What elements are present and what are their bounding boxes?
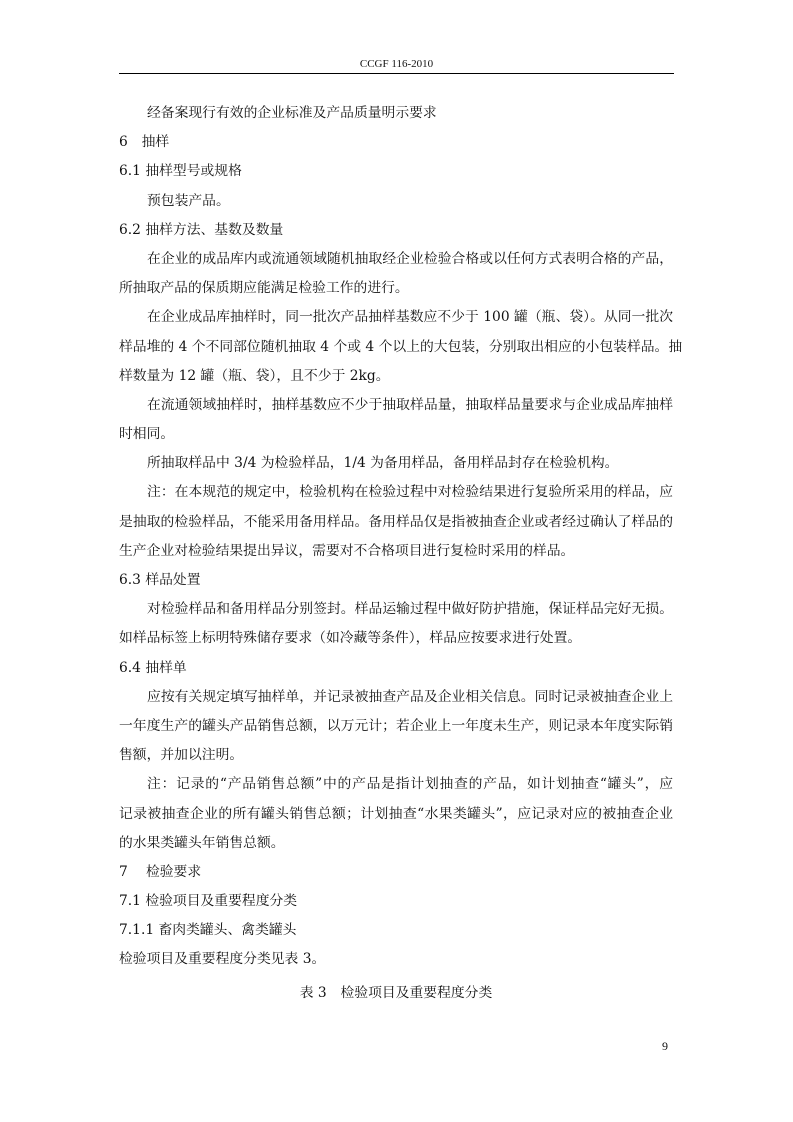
text-line: 所抽取样品中 3/4 为检验样品，1/4 为备用样品，备用样品封存在检验机构。 xyxy=(147,455,619,472)
text-line: 预包装产品。 xyxy=(147,192,230,209)
text-line: 在企业成品库抽样时，同一批次产品抽样基数应不少于 100 罐（瓶、袋）。从同一批次 xyxy=(147,309,673,326)
text-line: 售额，并加以注明。 xyxy=(119,747,244,764)
text-line: 时相同。 xyxy=(119,426,175,443)
text-line: 经备案现行有效的企业标准及产品质量明示要求 xyxy=(147,105,437,121)
text-line: 6.1 抽样型号或规格 xyxy=(119,163,242,180)
text-line: 应按有关规定填写抽样单，并记录被抽查产品及企业相关信息。同时记录被抽查企业上 xyxy=(147,688,673,705)
text-line: 6.3 样品处置 xyxy=(119,572,201,588)
text-line: 注：在本规范的规定中，检验机构在检验过程中对检验结果进行复验所采用的样品，应 xyxy=(147,484,673,501)
text-line: 6.4 抽样单 xyxy=(119,659,187,676)
text-line: 的水果类罐头年销售总额。 xyxy=(119,834,285,851)
text-line: 7 检验要求 xyxy=(119,863,202,880)
text-line: 注：记录的“产品销售总额”中的产品是指计划抽查的产品，如计划抽查“罐头”，应 xyxy=(147,776,673,793)
text-line: 所抽取产品的保质期应能满足检验工作的进行。 xyxy=(119,280,409,297)
text-line: 一年度生产的罐头产品销售总额，以万元计；若企业上一年度未生产，则记录本年度实际销 xyxy=(119,717,673,734)
text-line: 是抽取的检验样品，不能采用备用样品。备用样品仅是指被抽查企业或者经过确认了样品的 xyxy=(119,513,673,530)
text-line: 记录被抽查企业的所有罐头销售总额；计划抽查“水果类罐头”，应记录对应的被抽查企业 xyxy=(119,805,673,822)
text-line: 7.1 检验项目及重要程度分类 xyxy=(119,893,298,910)
document-body xyxy=(119,102,683,1011)
page-number: 9 xyxy=(662,1039,668,1053)
running-header: CCGF 116-2010 xyxy=(359,58,434,70)
text-line: 生产企业对检验结果提出异议，需要对不合格项目进行复检时采用的样品。 xyxy=(119,542,575,559)
text-line: 6.2 抽样方法、基数及数量 xyxy=(119,221,284,238)
text-line: 在流通领域抽样时，抽样基数应不少于抽取样品量，抽取样品量要求与企业成品库抽样 xyxy=(147,396,673,413)
text-line: 6 抽样 xyxy=(119,134,170,151)
text-line: 检验项目及重要程度分类见表 3。 xyxy=(119,951,326,968)
text-line: 7.1.1 畜肉类罐头、禽类罐头 xyxy=(119,922,297,939)
text-line: 在企业的成品库内或流通领域随机抽取经企业检验合格或以任何方式表明合格的产品， xyxy=(147,250,673,267)
table-caption: 表 3 检验项目及重要程度分类 xyxy=(299,984,493,1001)
header-rule xyxy=(119,73,674,74)
text-line: 对检验样品和备用样品分别签封。样品运输过程中做好防护措施，保证样品完好无损。 xyxy=(147,601,673,618)
text-line: 样数量为 12 罐（瓶、袋），且不少于 2kg。 xyxy=(119,367,390,384)
text-line: 如样品标签上标明特殊储存要求（如冷藏等条件），样品应按要求进行处置。 xyxy=(119,630,582,647)
text-line: 样品堆的 4 个不同部位随机抽取 4 个或 4 个以上的大包装，分别取出相应的小包装样品。抽 xyxy=(119,338,683,355)
